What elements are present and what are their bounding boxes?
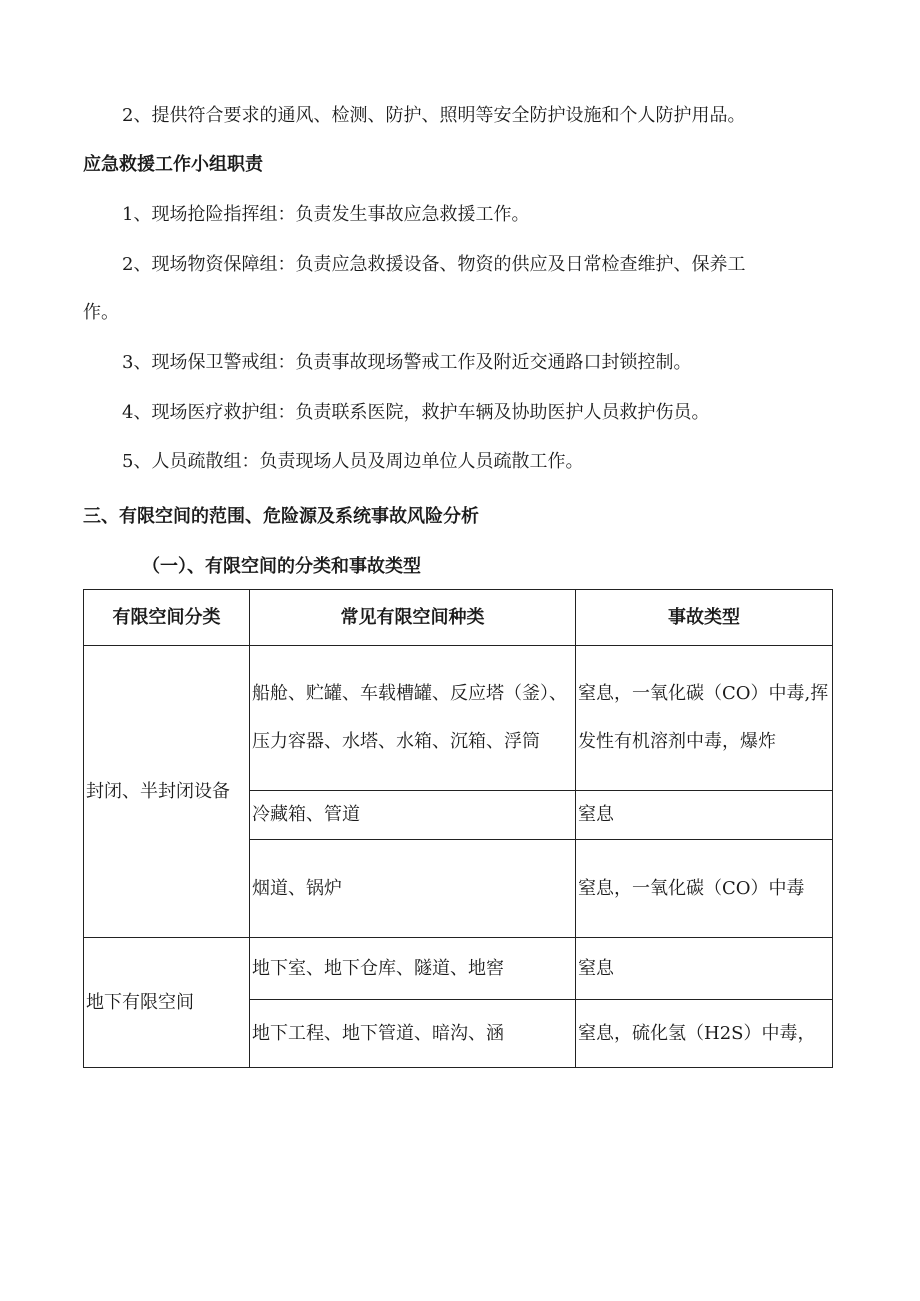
- accident-cell: [576, 840, 833, 938]
- paragraph-supplies-a: 2、现场物资保障组：负责应急救援设备、物资的供应及日常检查维护、保养工: [122, 254, 746, 275]
- accident-cell: [576, 646, 833, 791]
- kinds-text: 地下工程、地下管道、暗沟、涵: [252, 1022, 504, 1044]
- kinds-cell: [250, 938, 576, 1000]
- confined-space-table: [83, 589, 833, 1068]
- paragraph-security: 3、现场保卫警戒组：负责事故现场警戒工作及附近交通路口封锁控制。: [122, 352, 692, 373]
- accident-text: 窒息，硫化氢（H2S）中毒，: [578, 1022, 816, 1044]
- paragraph-ppe: 2、提供符合要求的通风、检测、防护、照明等安全防护设施和个人防护用品。: [122, 105, 746, 126]
- heading-subsection-one: （一）、有限空间的分类和事故类型: [142, 556, 421, 577]
- kinds-cell: [250, 646, 576, 791]
- category-closed-text: 封闭、半封闭设备: [86, 780, 230, 802]
- kinds-cell: [250, 1000, 576, 1068]
- kinds-cell: [250, 791, 576, 840]
- kinds-text: 冷藏箱、管道: [252, 804, 360, 825]
- paragraph-rescue-command: 1、现场抢险指挥组：负责发生事故应急救援工作。: [122, 204, 530, 225]
- paragraph-medical: 4、现场医疗救护组：负责联系医院，救护车辆及协助医护人员救护伤员。: [122, 402, 710, 423]
- header-kinds: 常见有限空间种类: [250, 590, 576, 646]
- table-row: [84, 938, 833, 1000]
- accident-text: 窒息: [578, 804, 614, 825]
- accident-text: 窒息: [578, 957, 614, 979]
- heading-team-duties: 应急救援工作小组职责: [83, 154, 263, 175]
- paragraph-evacuation-text: 5、人员疏散组：负责现场人员及周边单位人员疏散工作。: [122, 451, 584, 472]
- table-header-row: [84, 590, 833, 646]
- accident-text: 窒息，一氧化碳（CO）中毒: [578, 877, 805, 899]
- heading-section-three: 三、有限空间的范围、危险源及系统事故风险分析: [83, 506, 479, 527]
- table-row: [84, 646, 833, 791]
- kinds-text: 烟道、锅炉: [252, 877, 342, 899]
- kinds-text: 地下室、地下仓库、隧道、地窖: [252, 957, 504, 979]
- category-cell-closed: [84, 646, 250, 938]
- accident-cell: [576, 1000, 833, 1068]
- header-accident: 事故类型: [576, 590, 833, 646]
- category-underground-text: 地下有限空间: [86, 991, 194, 1013]
- header-category: 有限空间分类: [84, 590, 250, 646]
- accident-text: 窒息，一氧化碳（CO）中毒,挥发性有机溶剂中毒，爆炸: [578, 683, 829, 752]
- accident-cell: [576, 938, 833, 1000]
- kinds-text: 船舱、贮罐、车载槽罐、反应塔（釜）、压力容器、水塔、水箱、沉箱、浮筒: [252, 683, 567, 752]
- paragraph-supplies-b: 作。: [83, 302, 119, 323]
- accident-cell: [576, 791, 833, 840]
- kinds-cell: [250, 840, 576, 938]
- category-cell-underground: [84, 938, 250, 1068]
